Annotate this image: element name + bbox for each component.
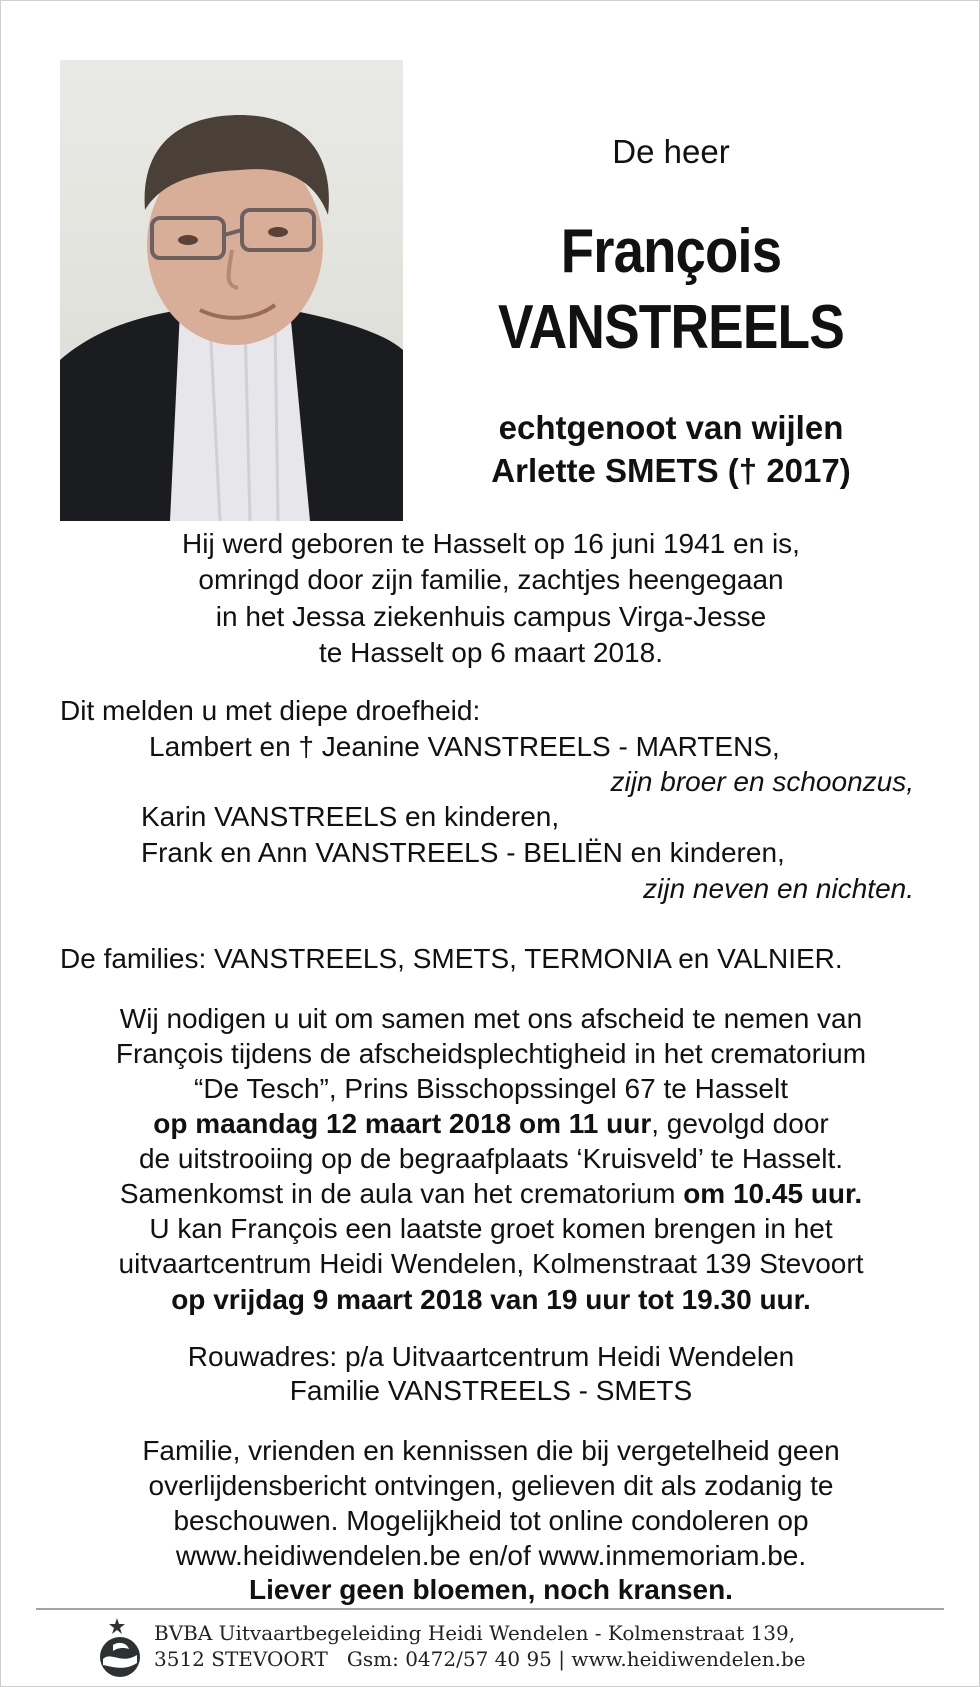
mourner-relation-1: zijn broer en schoonzus, [610,766,914,797]
notice-line-3: beschouwen. Mogelijkheid tot online condoleren op [173,1505,809,1536]
funeral-home-logo-icon [95,1615,145,1677]
ceremony-line-6-text: Samenkomst in de aula van het crematorium [119,1178,684,1209]
birth-line-4: te Hasselt op 6 maart 2018. [319,637,663,668]
birth-line-3: in het Jessa ziekenhuis campus Virga-Jesse [215,601,767,632]
first-name: François [560,217,782,286]
footer-divider [36,1608,944,1610]
mourner-relation-2: zijn neven en nichten. [643,873,914,904]
closing-line: Liever geen bloemen, noch kransen. [249,1574,733,1605]
portrait-photo [60,60,403,521]
ceremony-line-3: “De Tesch”, Prins Bisschopssingel 67 te Hasselt [194,1073,788,1104]
ceremony-line-4-rest: , gevolgd door [651,1108,829,1139]
birth-line-2: omringd door zijn familie, zachtjes heengegaan [198,564,784,595]
ceremony-date: op maandag 12 maart 2018 om 11 uur [153,1108,652,1139]
address-line-1: Rouwadres: p/a Uitvaartcentrum Heidi Wendelen [187,1341,795,1372]
notice-line-4: www.heidiwendelen.be en/of www.inmemoriam.be. [175,1540,807,1571]
ceremony-line-1: Wij nodigen u uit om samen met ons afscheid te nemen van [119,1003,863,1034]
ceremony-line-8: uitvaartcentrum Heidi Wendelen, Kolmenstraat 139 Stevoort [118,1248,864,1279]
mourner-entry-3: Frank en Ann VANSTREELS - BELIËN en kinderen, [141,837,785,868]
birth-line-1: Hij werd geboren te Hasselt op 16 juni 1941 en is, [182,528,800,559]
ceremony-line-6 [41,1177,941,1211]
ceremony-line-9: op vrijdag 9 maart 2018 van 19 uur tot 19.30 uur. [171,1284,811,1315]
address-line-2: Familie VANSTREELS - SMETS [289,1375,693,1406]
footer-line-1: BVBA Uitvaartbegeleiding Heidi Wendelen - Kolmenstraat 139, [154,1621,796,1645]
portrait-illustration [60,60,403,521]
ceremony-line-7: U kan François een laatste groet komen brengen in het [149,1213,833,1244]
ceremony-line-2: François tijdens de afscheidsplechtigheid in het crematorium [115,1038,867,1069]
mourners-intro: Dit melden u met diepe droefheid: [60,695,481,726]
ceremony-line-5: de uitstrooiing op de begraafplaats ‘Kruisveld’ te Hasselt. [138,1143,844,1174]
last-name: VANSTREELS [498,293,844,362]
gathering-time: om 10.45 uur. [683,1178,863,1209]
families-line: De families: VANSTREELS, SMETS, TERMONIA en VALNIER. [60,943,843,974]
mourner-entry-2: Karin VANSTREELS en kinderen, [141,801,560,832]
honorific: De heer [612,133,730,170]
ceremony-line-4 [41,1107,941,1141]
spouse-line-2: Arlette SMETS († 2017) [491,452,851,489]
footer-line-2: 3512 STEVOORT Gsm: 0472/57 40 95 | www.heidiwendelen.be [154,1647,806,1671]
notice-line-2: overlijdensbericht ontvingen, gelieven dit als zodanig te [148,1470,834,1501]
spouse-line-1: echtgenoot van wijlen [498,409,844,446]
notice-line-1: Familie, vrienden en kennissen die bij vergetelheid geen [142,1435,840,1466]
mourner-entry-1: Lambert en † Jeanine VANSTREELS - MARTENS, [149,731,780,762]
